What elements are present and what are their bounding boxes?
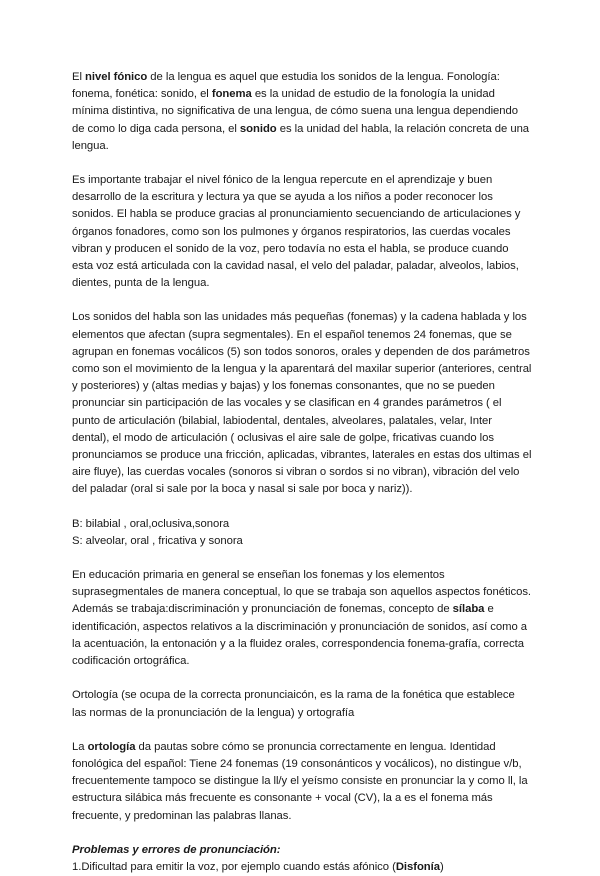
text-run: es la unidad de estudio de la fonología la unidad mínima distintiva, no significativa de una lengua, de cómo suena una lengua dependiendo de como lo diga cada persona, el [72, 88, 518, 135]
bold-term-disfonia: Disfonía [395, 860, 440, 873]
text-run: es la unidad del habla, la relación concreta de una lengua. [72, 122, 530, 152]
paragraph-nivel-fonico [72, 69, 532, 155]
paragraph-ejemplos [72, 516, 532, 550]
bold-term-sonido: sonido [239, 122, 277, 135]
text-run: 1.Dificultad para emitir la voz, por ejemplo cuando estás afónico ( [72, 860, 396, 873]
text-run: e identificación, aspectos relativos a la discriminación y pronunciación de sonidos, así como a la acentuación, la entonación y a la fluidez orales, correspondencia fonema-grafía, correcta codificación ortográfica. [72, 603, 527, 668]
example-s: S: alveolar, oral , fricativa y sonora [72, 534, 243, 547]
section-heading: Problemas y errores de pronunciación: [72, 843, 281, 856]
text-run: El [72, 71, 86, 83]
text-run: En educación primaria en general se enseñan los fonemas y los elementos suprasegmentales de manera conceptual, lo que se trabaja son aquellos aspectos fonéticos. Además se trabaja:discriminación y pronunciación de fonemas, concepto de [72, 569, 532, 616]
text-run: La [72, 740, 88, 753]
paragraph-ortologia [72, 739, 532, 825]
section-problemas [72, 842, 532, 876]
paragraph-educacion-primaria [72, 567, 532, 670]
bold-term-ortologia: ortología [87, 740, 136, 753]
bold-term-fonema: fonema [211, 88, 252, 101]
bold-term-nivel-fonico: nivel fónico [85, 71, 148, 83]
text-run: de la lengua es aquel que estudia los sonidos de la lengua. Fonología: fonema, fonética: sonido, el [72, 71, 500, 101]
text-run: ) [439, 860, 444, 873]
paragraph-importancia: Es importante trabajar el nivel fónico de la lengua repercute en el aprendizaje y buen desarrollo de la escritura y lectura ya que se ayuda a los niños a poder reconocer los sonidos. El habla se produce gracias al pronunciamiento secuenciando de articulaciones y órganos fonadores, como son los pulmones y órganos respiratorios, las cuerdas vocales vibran y producen el sonido de la voz, pero todavía no esta el habla, se produce cuando esta voz está articulada con la cavidad nasal, el velo del paladar, paladar, alveolos, labios, dientes, punta de la lengua. [72, 174, 521, 290]
paragraph-ortologia-definicion: Ortología (se ocupa de la correcta pronunciaicón, es la rama de la fonética que establece las normas de la pronunciación de la lengua) y ortografía [72, 689, 515, 719]
example-b: B: bilabial , oral,oclusiva,sonora [72, 517, 230, 530]
bold-term-silaba: sílaba [452, 603, 485, 616]
paragraph-sonidos-habla: Los sonidos del habla son las unidades más pequeñas (fonemas) y la cadena hablada y los elementos que afectan (supra segmentales). En el español tenemos 24 fonemas, que se agrupan en fonemas vocálicos (5) son todos sonoros, orales y dependen de dos parámetros como son el movimiento de la lengua y la aparentará del maxilar superior (anteriores, central y posteriores) y (altas medias y bajas) y los fonemas consonantes, que no se pueden pronunciar sin participación de las vocales y se clasifican en 4 grandes parámetros ( el punto de articulación (bilabial, labiodental, dentales, alveolares, palatales, velar, Inter dental), el modo de articulación ( oclusivas el aire sale de golpe, fricativas cuando los pronunciamos se produce una fricción, aplicadas, vibrantes, laterales en estas dos ultimas el aire fluye), las cuerdas vocales (sonoros si vibran o sordos si no vibran), vibración del velo del paladar (oral si sale por la boca y nasal si sale por boca y nariz)). [72, 311, 532, 496]
text-run: da pautas sobre cómo se pronuncia correctamente en lengua. Identidad fonológica del español: Tiene 24 fonemas (19 consonánticos y vocálicos), no distingue v/b, frecuentemente tampoco se distingue la ll/y el yeísmo consiste en pronunciar la y como ll, la estructura silábica más frecuente es consonante + vocal (CV), la a es el fonema más frecuente, y predominan las palabras llanas. [72, 740, 528, 822]
document-body [72, 69, 532, 876]
